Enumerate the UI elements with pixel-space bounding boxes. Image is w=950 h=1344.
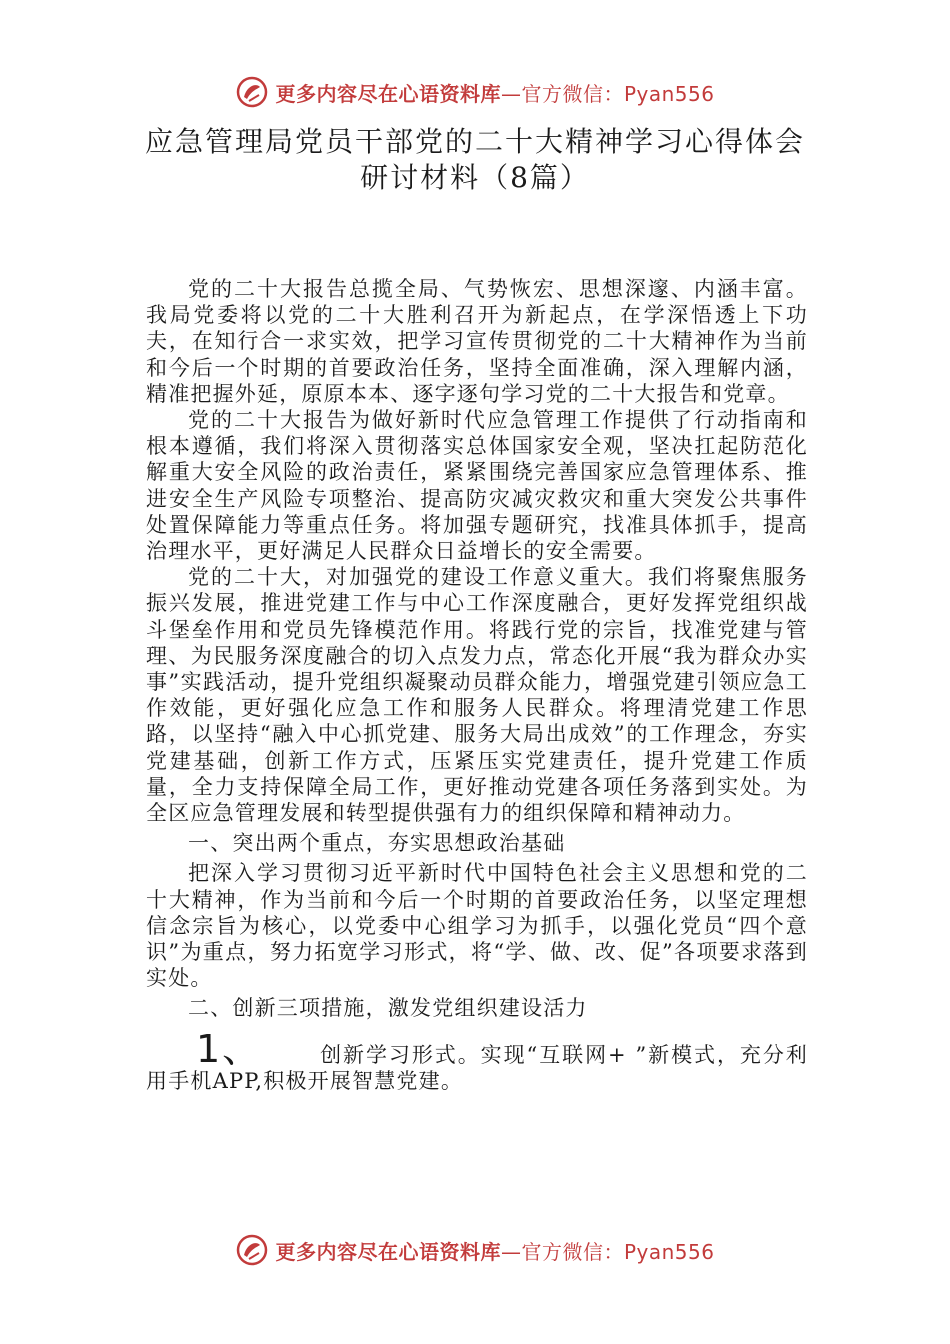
paragraph: 党的二十大，对加强党的建设工作意义重大。我们将聚焦服务振兴发展，推进党建工作与中心工作深度融合，更好发挥党组织战斗堡垒作用和党员先锋模范作用。将践行党的宗旨，找准党建与管理、为民服务深度融合的切入点发力点，常态化开展“我为群众办实事”实践活动，提升党组织凝聚动员群众能力，增强党建引领应急工作效能，更好强化应急工作和服务人民群众。将理清党建工作思路，以坚持“融入中心抓党建、服务大局出成效”的工作理念，夯实党建基础，创新工作方式，压紧压实党建责任，提升党建工作质量，全力支持保障全局工作，更好推动党建各项任务落到实处。为全区应急管理发展和转型提供强有力的组织保障和精神动力。 (146, 565, 808, 826)
paragraph: 党的二十大报告为做好新时代应急管理工作提供了行动指南和根本遵循，我们将深入贯彻落实总体国家安全观，坚决扛起防范化解重大安全风险的政治责任，紧紧围绕完善国家应急管理体系、推进安全生产风险专项整治、提高防灾减灾救灾和重大突发公共事件处置保障能力等重点任务。将加强专题研究，找准具体抓手，提高治理水平，更好满足人民群众日益增长的安全需要。 (146, 408, 808, 564)
banner-text: 更多内容尽在心语资料库—官方微信：Pyan556 (275, 81, 715, 106)
item-number: 1、 (196, 1026, 263, 1071)
brand-logo-icon (235, 1233, 269, 1267)
title-line-2: 研讨材料（8篇） (360, 161, 590, 194)
paragraph: 党的二十大报告总揽全局、气势恢宏、思想深邃、内涵丰富。我局党委将以党的二十大胜利召开为新起点，在学深悟透上下功夫，在知行合一求实效，把学习宣传贯彻党的二十大精神作为当前和今后一个时期的首要政治任务，坚持全面准确，深入理解内涵，精准把握外延，原原本本、逐字逐句学习党的二十大报告和党章。 (146, 277, 808, 406)
paragraph: 把深入学习贯彻习近平新时代中国特色社会主义思想和党的二十大精神，作为当前和今后一个时期的首要政治任务，以坚定理想信念宗旨为核心，以党委中心组学习为抓手，以强化党员“四个意识”为重点，努力拓宽学习形式，将“学、做、改、促”各项要求落到实处。 (146, 861, 808, 991)
title-line-1: 应急管理局党员干部党的二十大精神学习心得体会 (144, 125, 805, 158)
section-heading-1: 一、突出两个重点，夯实思想政治基础 (188, 831, 566, 856)
document-title (0, 124, 950, 196)
banner-text: 更多内容尽在心语资料库—官方微信：Pyan556 (275, 1239, 715, 1264)
numbered-item-1 (146, 1026, 808, 1094)
item-text: 创新学习形式。实现“互联网+ ”新模式，充分利用手机APP,积极开展智慧党建。 (146, 1042, 808, 1093)
header-watermark-banner (0, 70, 950, 114)
footer-watermark-banner (0, 1228, 950, 1272)
document-body (146, 276, 808, 1094)
brand-logo-icon (235, 75, 269, 109)
section-heading-2: 二、创新三项措施，激发党组织建设活力 (188, 996, 588, 1021)
